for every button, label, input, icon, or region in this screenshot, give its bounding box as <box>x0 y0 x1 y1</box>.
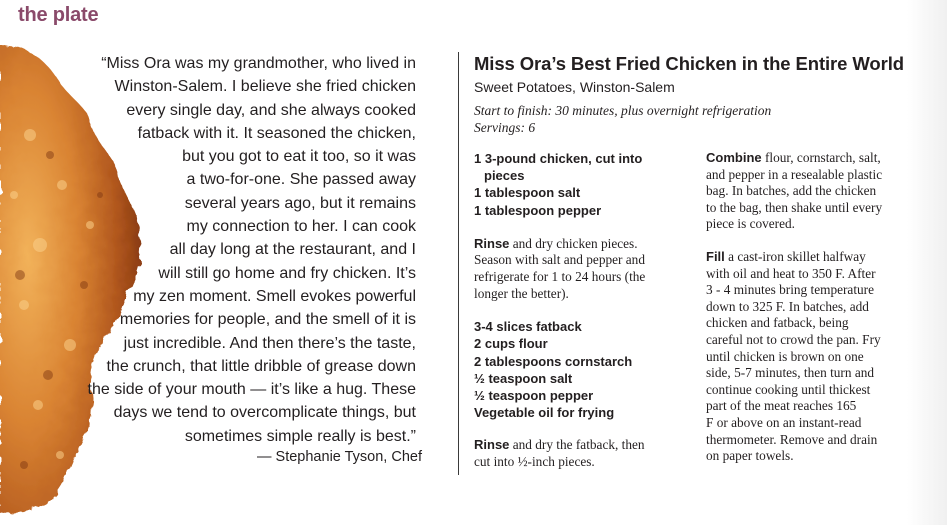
ingredient-item: pieces <box>484 168 525 184</box>
step-text: bag. In batches, add the chicken <box>706 183 877 199</box>
step-text: piece is covered. <box>706 216 795 232</box>
ingredient-item: 1 3-pound chicken, cut into <box>474 151 643 166</box>
quote-line: a two-for-one. She passed away <box>186 171 416 189</box>
recipe-source: Sweet Potatoes, Winston-Salem <box>474 79 675 95</box>
ingredient-item: ½ teaspoon pepper <box>474 388 594 403</box>
step-text: chicken and fatback, being <box>706 315 849 331</box>
step-text: side, 5-7 minutes, then turn and <box>706 365 875 381</box>
step-text: and dry chicken pieces. <box>509 235 638 251</box>
step-text: cut into ½-inch pieces. <box>474 454 595 469</box>
ingredient-list-chicken <box>474 150 702 219</box>
step-verb: Fill <box>706 248 725 264</box>
step-verb: Rinse <box>474 235 510 251</box>
step-rinse-fatback <box>474 437 702 470</box>
step-text: careful not to crowd the pan. Fry <box>706 331 881 347</box>
ingredient-item: ½ teaspoon salt <box>474 370 573 386</box>
recipe-title: Miss Ora’s Best Fried Chicken in the Entire World <box>474 53 904 74</box>
recipe-meta <box>474 103 771 136</box>
step-text: a cast-iron skillet halfway <box>724 248 866 264</box>
step-text: longer the better). <box>474 285 569 301</box>
quote-line: will still go home and fry chicken. It’s <box>158 264 416 282</box>
ingredient-list-coating <box>474 318 702 421</box>
ingredient-item: 1 tablespoon pepper <box>474 202 602 218</box>
quote-line: “Miss Ora was my grandmother, who lived in <box>101 55 416 72</box>
step-text: part of the meat reaches 165 <box>706 398 857 414</box>
quote-line: every single day, and she always cooked <box>126 101 416 119</box>
quote-line: but you got to eat it too, so it was <box>182 148 416 166</box>
ingredient-item: Vegetable oil for frying <box>474 405 615 421</box>
step-text: until chicken is brown on one <box>706 348 864 364</box>
column-divider <box>458 52 459 475</box>
page-fold-shadow <box>907 0 947 525</box>
quote-line: my zen moment. Smell evokes powerful <box>133 287 416 305</box>
step-text: refrigerate for 1 to 24 hours (the <box>474 269 646 284</box>
step-text: thermometer. Remove and drain <box>706 431 878 447</box>
quote-line: several years ago, but it remains <box>184 194 416 212</box>
step-text: down to 325 F. In batches, add <box>706 298 869 314</box>
step-text: continue cooking until thickest <box>706 381 871 397</box>
step-text: F or above on an instant-read <box>706 414 862 430</box>
step-text: with oil and heat to 350 F. After <box>706 265 876 281</box>
recipe-column-right <box>706 150 926 465</box>
step-fill <box>706 249 926 465</box>
step-verb: Rinse <box>474 437 510 453</box>
quote-line: all day long at the restaurant, and I <box>169 241 416 259</box>
quote-line: fatback with it. It seasoned the chicken, <box>137 124 416 142</box>
chef-quote <box>0 52 416 448</box>
quote-line: memories for people, and the smell of it is <box>119 311 416 329</box>
recipe-column-left <box>474 150 702 471</box>
step-text: 3 - 4 minutes bring temperature <box>706 282 875 298</box>
ingredient-item: 2 cups flour <box>474 336 548 352</box>
step-text: Season with salt and pepper and <box>474 252 645 268</box>
step-text: on paper towels. <box>706 448 794 464</box>
section-label: the plate <box>18 4 99 26</box>
step-text: and pepper in a resealable plastic <box>706 166 883 182</box>
servings: Servings: 6 <box>474 119 536 135</box>
quote-line: just incredible. And then there’s the taste, <box>123 334 416 352</box>
quote-line: sometimes simple really is best.” <box>184 427 416 445</box>
quote-line: Winston-Salem. I believe she fried chicken <box>114 78 416 96</box>
step-text: flour, cornstarch, salt, <box>761 150 881 165</box>
quote-line: the crunch, that little dribble of grease down <box>106 357 416 375</box>
ingredient-item: 3-4 slices fatback <box>474 319 582 335</box>
step-rinse-chicken <box>474 236 702 302</box>
quote-line: days we tend to overcomplicate things, but <box>113 404 416 422</box>
step-text: and dry the fatback, then <box>509 437 645 453</box>
step-text: to the bag, then shake until every <box>706 199 883 215</box>
start-to-finish: Start to finish: 30 minutes, plus overnight refrigeration <box>474 103 772 118</box>
ingredient-item: 1 tablespoon salt <box>474 185 581 201</box>
quote-attribution: — Stephanie Tyson, Chef <box>257 449 422 465</box>
quote-line: the side of your mouth — it’s like a hug. These <box>87 381 416 399</box>
quote-line: my connection to her. I can cook <box>186 218 416 236</box>
ingredient-item: 2 tablespoons cornstarch <box>474 353 633 369</box>
step-combine <box>706 150 926 233</box>
step-verb: Combine <box>706 150 762 165</box>
